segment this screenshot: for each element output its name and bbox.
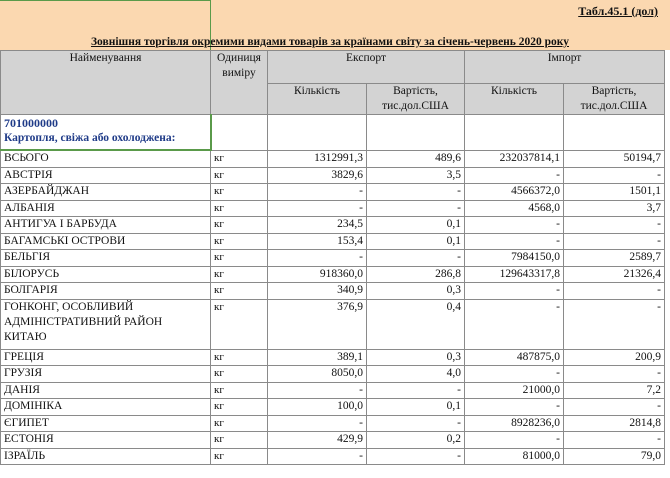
import-qty-cell[interactable]: - [465, 399, 564, 416]
table-row [1, 200, 665, 217]
export-qty-cell[interactable]: - [268, 415, 367, 432]
export-qty-cell[interactable]: 100,0 [268, 399, 367, 416]
header-export: Експорт [268, 51, 465, 84]
country-name-cell[interactable]: ЕСТОНІЯ [1, 432, 211, 449]
table-row [1, 432, 665, 449]
import-value-cell[interactable]: 1501,1 [564, 184, 665, 201]
country-name-cell[interactable]: ГРЕЦІЯ [1, 349, 211, 366]
export-value-cell[interactable]: - [367, 415, 465, 432]
export-qty-cell[interactable]: 1312991,3 [268, 150, 367, 167]
table-row [1, 299, 665, 349]
export-value-cell[interactable]: 0,1 [367, 217, 465, 234]
table-row [1, 399, 665, 416]
export-value-cell[interactable]: 0,2 [367, 432, 465, 449]
import-value-cell[interactable]: - [564, 167, 665, 184]
unit-cell[interactable]: кг [211, 432, 268, 449]
import-qty-cell[interactable]: - [465, 233, 564, 250]
import-value-cell[interactable]: 7,2 [564, 382, 665, 399]
table-row [1, 283, 665, 300]
unit-cell[interactable]: кг [211, 150, 268, 167]
empty-cell [465, 115, 564, 151]
country-name-cell[interactable]: БІЛОРУСЬ [1, 266, 211, 283]
export-value-cell[interactable]: - [367, 382, 465, 399]
section-row [1, 115, 665, 151]
unit-cell[interactable]: кг [211, 382, 268, 399]
export-qty-cell[interactable]: - [268, 448, 367, 465]
import-qty-cell[interactable]: 8928236,0 [465, 415, 564, 432]
unit-cell[interactable]: кг [211, 250, 268, 267]
table-row [1, 349, 665, 366]
import-qty-cell[interactable]: 4568,0 [465, 200, 564, 217]
export-value-cell[interactable]: 4,0 [367, 366, 465, 383]
header-unit: Одиниця виміру [211, 51, 268, 115]
import-qty-cell[interactable]: 232037814,1 [465, 150, 564, 167]
import-qty-cell[interactable]: 4566372,0 [465, 184, 564, 201]
empty-cell [268, 115, 367, 151]
export-qty-cell[interactable]: - [268, 200, 367, 217]
unit-cell[interactable]: кг [211, 399, 268, 416]
export-qty-cell[interactable]: 8050,0 [268, 366, 367, 383]
header-import-qty: Кількість [465, 84, 564, 115]
import-qty-cell[interactable]: - [465, 167, 564, 184]
import-value-cell[interactable]: - [564, 432, 665, 449]
export-qty-cell[interactable]: 3829,6 [268, 167, 367, 184]
export-value-cell[interactable]: - [367, 448, 465, 465]
table-row [1, 266, 665, 283]
country-name-cell[interactable]: ДОМІНІКА [1, 399, 211, 416]
table-row [1, 167, 665, 184]
country-name-cell[interactable]: ВСЬОГО [1, 150, 211, 167]
import-value-cell[interactable]: 50194,7 [564, 150, 665, 167]
import-qty-cell[interactable]: - [465, 432, 564, 449]
unit-cell[interactable]: кг [211, 299, 268, 349]
unit-cell[interactable]: кг [211, 217, 268, 234]
export-qty-cell[interactable]: 389,1 [268, 349, 367, 366]
header-import: Імпорт [465, 51, 665, 84]
country-name-cell[interactable]: БЕЛЬГІЯ [1, 250, 211, 267]
import-value-cell[interactable]: - [564, 233, 665, 250]
import-qty-cell[interactable]: 7984150,0 [465, 250, 564, 267]
export-value-cell[interactable]: 489,6 [367, 150, 465, 167]
export-qty-cell[interactable]: 429,9 [268, 432, 367, 449]
unit-cell[interactable]: кг [211, 415, 268, 432]
import-value-cell[interactable]: - [564, 217, 665, 234]
unit-cell[interactable]: кг [211, 448, 268, 465]
import-value-cell[interactable]: - [564, 366, 665, 383]
unit-cell[interactable]: кг [211, 200, 268, 217]
export-qty-cell[interactable]: 376,9 [268, 299, 367, 349]
unit-cell[interactable]: кг [211, 184, 268, 201]
unit-cell[interactable]: кг [211, 349, 268, 366]
import-value-cell[interactable]: - [564, 399, 665, 416]
cell-selection-border [0, 0, 210, 1]
import-value-cell[interactable]: - [564, 299, 665, 349]
table-row [1, 150, 665, 167]
import-qty-cell[interactable]: 81000,0 [465, 448, 564, 465]
import-value-cell[interactable]: 2589,7 [564, 250, 665, 267]
export-qty-cell[interactable]: 153,4 [268, 233, 367, 250]
country-name-cell[interactable]: АЛБАНІЯ [1, 200, 211, 217]
unit-cell[interactable]: кг [211, 266, 268, 283]
unit-cell[interactable]: кг [211, 233, 268, 250]
export-qty-cell[interactable]: 340,9 [268, 283, 367, 300]
empty-cell [564, 115, 665, 151]
export-value-cell[interactable]: 0,3 [367, 349, 465, 366]
country-name-cell[interactable]: АЗЕРБАЙДЖАН [1, 184, 211, 201]
import-value-cell[interactable]: 2814,8 [564, 415, 665, 432]
page-title: Зовнішня торгівля окремими видами товарів за країнами світу за січень-червень 2020 року [90, 36, 569, 48]
import-qty-cell[interactable]: - [465, 299, 564, 349]
table-row [1, 366, 665, 383]
import-qty-cell[interactable]: - [465, 217, 564, 234]
unit-cell[interactable]: кг [211, 283, 268, 300]
empty-cell [211, 115, 268, 151]
export-qty-cell[interactable]: - [268, 382, 367, 399]
export-value-cell[interactable]: - [367, 250, 465, 267]
export-value-cell[interactable]: 0,1 [367, 399, 465, 416]
country-name-cell[interactable]: ГОНКОНГ, ОСОБЛИВИЙ АДМІНІСТРАТИВНИЙ РАЙОН КИТАЮ [1, 299, 211, 349]
country-name-cell[interactable]: АВСТРІЯ [1, 167, 211, 184]
country-name-cell[interactable]: БАГАМСЬКІ ОСТРОВИ [1, 233, 211, 250]
header-name: Найменування [1, 51, 211, 115]
table-row [1, 448, 665, 465]
country-name-cell[interactable]: ГРУЗІЯ [1, 366, 211, 383]
table-reference: Табл.45.1 (дол) [578, 4, 658, 18]
header-export-qty: Кількість [268, 84, 367, 115]
import-value-cell[interactable]: 79,0 [564, 448, 665, 465]
table-row [1, 415, 665, 432]
export-value-cell[interactable]: 0,1 [367, 233, 465, 250]
import-value-cell[interactable]: 21326,4 [564, 266, 665, 283]
import-value-cell[interactable]: 200,9 [564, 349, 665, 366]
section-cell[interactable] [1, 115, 211, 151]
country-name-cell[interactable]: АНТИГУА І БАРБУДА [1, 217, 211, 234]
trade-table [0, 50, 665, 465]
header-import-value: Вартість, тис.дол.США [564, 84, 665, 115]
import-qty-cell[interactable]: 21000,0 [465, 382, 564, 399]
import-value-cell[interactable]: 3,7 [564, 200, 665, 217]
header-export-value: Вартість, тис.дол.США [367, 84, 465, 115]
section-name: Картопля, свіжа або охолоджена: [4, 132, 176, 144]
table-row [1, 184, 665, 201]
export-value-cell[interactable]: 3,5 [367, 167, 465, 184]
table-row [1, 217, 665, 234]
export-qty-cell[interactable]: - [268, 250, 367, 267]
import-qty-cell[interactable]: - [465, 283, 564, 300]
table-row [1, 233, 665, 250]
import-qty-cell[interactable]: - [465, 366, 564, 383]
unit-cell[interactable]: кг [211, 366, 268, 383]
export-value-cell[interactable]: - [367, 184, 465, 201]
export-value-cell[interactable]: 0,3 [367, 283, 465, 300]
export-value-cell[interactable]: 286,8 [367, 266, 465, 283]
country-name-cell[interactable]: БОЛГАРІЯ [1, 283, 211, 300]
export-value-cell[interactable]: 0,4 [367, 299, 465, 349]
export-qty-cell[interactable]: - [268, 184, 367, 201]
country-name-cell[interactable]: ЄГИПЕТ [1, 415, 211, 432]
export-value-cell[interactable]: - [367, 200, 465, 217]
empty-cell [367, 115, 465, 151]
export-qty-cell[interactable]: 918360,0 [268, 266, 367, 283]
section-code: 701000000 [4, 116, 58, 130]
export-qty-cell[interactable]: 234,5 [268, 217, 367, 234]
country-name-cell[interactable]: ІЗРАЇЛЬ [1, 448, 211, 465]
country-name-cell[interactable]: ДАНІЯ [1, 382, 211, 399]
table-body [1, 115, 665, 465]
import-value-cell[interactable]: - [564, 283, 665, 300]
table-row [1, 382, 665, 399]
import-qty-cell[interactable]: 487875,0 [465, 349, 564, 366]
import-qty-cell[interactable]: 129643317,8 [465, 266, 564, 283]
unit-cell[interactable]: кг [211, 167, 268, 184]
table-row [1, 250, 665, 267]
